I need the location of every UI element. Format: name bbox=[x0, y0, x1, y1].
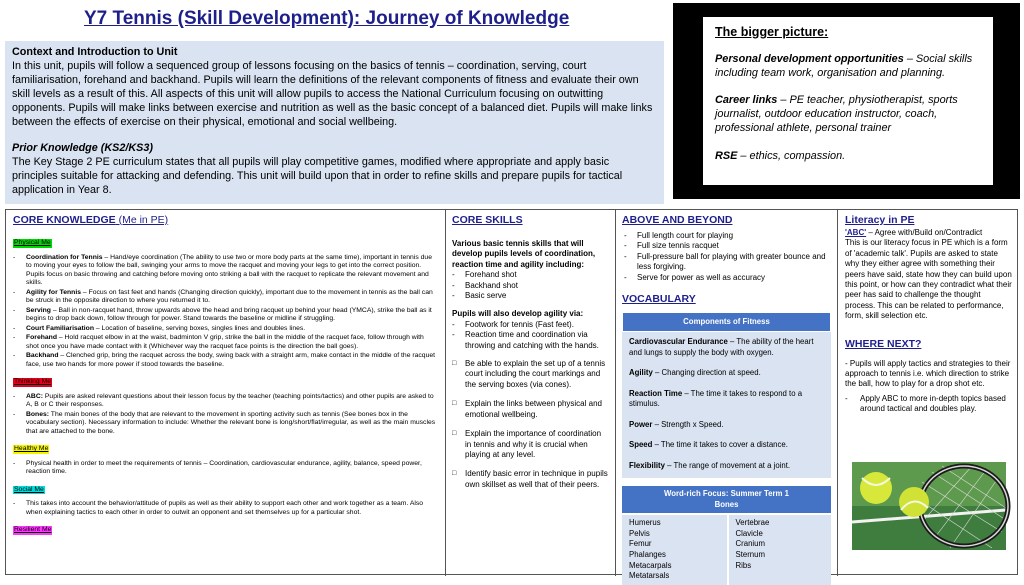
fitness-item: Power – Strength x Speed. bbox=[629, 419, 724, 429]
resilient-me-tag: Resilient Me bbox=[14, 526, 52, 533]
list-item: - Full size tennis racquet bbox=[622, 241, 831, 251]
list-item: - Agility for Tennis – Focus on fast feet and hands (Changing direction quickly), important due to the movement in tennis as the ball can be struck in the opposite direction to where you returned it to. bbox=[13, 289, 438, 306]
prior-knowledge-heading: Prior Knowledge (KS2/KS3) bbox=[12, 142, 153, 155]
literacy-body: This is our literacy focus in PE which is a form of 'academic talk'. Pupils are asked to state why they either agree with something their peers have said, state how they can build upon this point, or how can they contradict what their peer has said to challenge the thought process. This can be related to performance, form, skill selection etc. bbox=[845, 238, 1012, 321]
list-item: - Full-pressure ball for playing with greater bounce and less forgiving. bbox=[622, 252, 831, 273]
thinking-me-list bbox=[13, 393, 438, 437]
healthy-me-list bbox=[13, 460, 438, 477]
where-next-list bbox=[845, 394, 1012, 415]
bigger-picture-item: RSE – ethics, compassion. bbox=[715, 149, 846, 162]
physical-me-tag: Physical Me bbox=[14, 239, 51, 246]
bigger-picture-heading: The bigger picture: bbox=[715, 25, 829, 39]
list-item: - Footwork for tennis (Fast feet). bbox=[452, 320, 609, 330]
bigger-picture-item: Personal development opportunities – Social skills including team work, organisation and planning. bbox=[715, 53, 973, 80]
healthy-me-tag: Healthy Me bbox=[14, 445, 49, 452]
tennis-illustration-icon bbox=[852, 462, 1006, 550]
list-item: - Full length court for playing bbox=[622, 231, 831, 241]
list-item: - Reaction time and coordination via throwing and catching with the hands. bbox=[452, 330, 609, 351]
list-item: - Physical health in order to meet the requirements of tennis – Coordination, cardiovascular endurance, agility, balance, speed power, reaction time. bbox=[13, 460, 438, 477]
list-item: - Coordination for Tennis – Hand/eye coordination (The ability to use two or more body parts at the same time), important in tennis due to moving your eyes to follow the ball, swinging your arms to move the racquet and moving your legs to get into the correct position. Pupils focus on basic throwing and catching before moving onto striking a ball with the racquet to replicate the relevant movement and skills. bbox=[13, 254, 438, 288]
core-skills-intro: Various basic tennis skills that will develop pupils levels of coordination, reaction time and agility including: bbox=[452, 239, 596, 269]
where-next-heading: WHERE NEXT? bbox=[845, 337, 922, 350]
word-rich-heading: Word-rich Focus: Summer Term 1 Bones bbox=[622, 486, 831, 513]
core-skills-heading: CORE SKILLS bbox=[452, 214, 523, 226]
list-item: □ Be able to explain the set up of a tennis court including the court markings and the serving boxes (via cones). bbox=[452, 359, 609, 390]
list-item: - Serving – Ball in non-racquet hand, throw upwards above the head and bring racquet up behind your head (YMCA), strike the ball as it begins to drop back down, follow through for power. Stand towards the baseline or midline if struggling. bbox=[13, 307, 438, 324]
above-beyond-column bbox=[616, 210, 838, 581]
above-beyond-heading: ABOVE AND BEYOND bbox=[622, 214, 733, 226]
fitness-item: Cardiovascular Endurance – The ability of the heart and lungs to supply the body with oxygen. bbox=[629, 337, 814, 357]
list-item: - Apply ABC to more in-depth topics based around tactical and doubles play. bbox=[845, 394, 1012, 415]
physical-me-list bbox=[13, 254, 438, 370]
list-item: □ Explain the links between physical and emotional wellbeing. bbox=[452, 399, 609, 420]
list-item: - Basic serve bbox=[452, 291, 609, 301]
list-item: - Backhand – Clenched grip, bring the racquet across the body, swing back with a straight arm, make contact in the middle of the racquet face, use two hands for more power if stood towards the baseline. bbox=[13, 352, 438, 369]
prior-knowledge-body: The Key Stage 2 PE curriculum states that all pupils will play competitive games, modified where appropriate and apply basic principles suitable for attacking and defending. This unit will build upon that in order to refine skills and prepare pupils for tactical application in Year 8. bbox=[12, 156, 623, 197]
context-heading: Context and Introduction to Unit bbox=[12, 46, 178, 58]
list-item: - ABC: Pupils are asked relevant questions about their lesson focus by the teacher (teaching points/tactics) and other pupils are asked to A, B or C their responses. bbox=[13, 393, 438, 410]
bigger-picture-item: Career links – PE teacher, physiotherapist, sports journalist, outdoor education instructor, coach, professional athlete, personal trainer bbox=[715, 94, 958, 135]
abc-definition: 'ABC' – Agree with/Build on/Contradict bbox=[845, 228, 983, 237]
core-skills-column bbox=[446, 210, 616, 576]
vocabulary-heading: VOCABULARY bbox=[622, 293, 696, 306]
agility-heading: Pupils will also develop agility via: bbox=[452, 309, 584, 319]
social-me-list bbox=[13, 500, 438, 517]
list-item: - This takes into account the behavior/attitude of pupils as well as their ability to support each other and work together as a team. Also when explaining tactics to each other in order to outwit an opponent and set themselves up for a particular shot. bbox=[13, 500, 438, 517]
context-panel bbox=[5, 41, 664, 204]
fitness-components-box bbox=[622, 332, 831, 478]
list-item: - Forehand – Hold racquet elbow in at the waist, badminton V grip, strike the ball in the middle of the racquet face, follow through with shot once you have made contact with it (Whichever way the racquet face points is the direction the ball goes). bbox=[13, 334, 438, 351]
skills-list bbox=[452, 270, 609, 301]
core-knowledge-column bbox=[6, 210, 446, 576]
bones-left-column: Humerus Pelvis Femur Phalanges Metacarpals Metatarsals bbox=[629, 518, 672, 581]
fitness-item: Flexibility – The range of movement at a joint. bbox=[629, 461, 791, 470]
core-knowledge-heading: CORE KNOWLEDGE (Me in PE) bbox=[13, 214, 169, 226]
list-item: □ Identify basic error in technique in pupils own skillset as well that of their peers. bbox=[452, 469, 609, 490]
list-item: - Forehand shot bbox=[452, 270, 609, 280]
fitness-components-heading: Components of Fitness bbox=[622, 312, 831, 332]
context-body: In this unit, pupils will follow a sequenced group of lessons focusing on the basics of tennis – coordination, serving, court familiarisation, forehand and backhand. Pupils will learn the definitions of the relevant components of fitness and evaluate their own skill levels as a result of this. All aspects of this unit will allow pupils to access the National Curriculum focusing on outwitting opponents. Pupils will make links between exercise and nutrition as well as the basic concept of a balanced diet. Pupils will make links between the effects of exercise on their physical, emotional and social wellbeing. bbox=[12, 59, 653, 128]
thinking-me-tag: Thinking Me bbox=[14, 378, 52, 385]
bones-right-column: Vertebrae Clavicle Cranium Sternum Ribs bbox=[727, 515, 832, 585]
list-item: - Backhand shot bbox=[452, 281, 609, 291]
list-item: □ Explain the importance of coordination in tennis and why it is crucial when playing at any level. bbox=[452, 429, 609, 460]
above-beyond-list bbox=[622, 231, 831, 283]
page-title: Y7 Tennis (Skill Development): Journey of Knowledge bbox=[84, 8, 570, 29]
objectives-list bbox=[452, 359, 609, 490]
bigger-picture-panel bbox=[703, 17, 993, 185]
bones-table bbox=[622, 515, 831, 585]
agility-list bbox=[452, 320, 609, 351]
list-item: - Bones: The main bones of the body that are relevant to the movement in sporting activity such as tennis (See bones box in the vocabulary section). Necessary information to include: Whether the relevant bone is long/short/flat/irregular, as well as the main muscles that are attached to the bone. bbox=[13, 411, 438, 437]
social-me-tag: Social Me bbox=[14, 485, 44, 493]
fitness-item: Agility – Changing direction at speed. bbox=[629, 368, 761, 378]
fitness-item: Reaction Time – The time it takes to respond to a stimulus. bbox=[629, 388, 803, 409]
fitness-item: Speed – The time it takes to cover a distance. bbox=[629, 440, 788, 450]
tennis-photo bbox=[852, 462, 1006, 550]
where-next-body: - Pupils will apply tactics and strategies to their approach to tennis i.e. which direction to strike the ball, how to play for a drop shot etc. bbox=[845, 358, 1011, 389]
list-item: - Serve for power as well as accuracy bbox=[622, 273, 831, 283]
list-item: - Court Familiarisation – Location of baseline, serving boxes, singles lines and doubles lines. bbox=[13, 325, 438, 334]
literacy-heading: Literacy in PE bbox=[845, 214, 915, 226]
